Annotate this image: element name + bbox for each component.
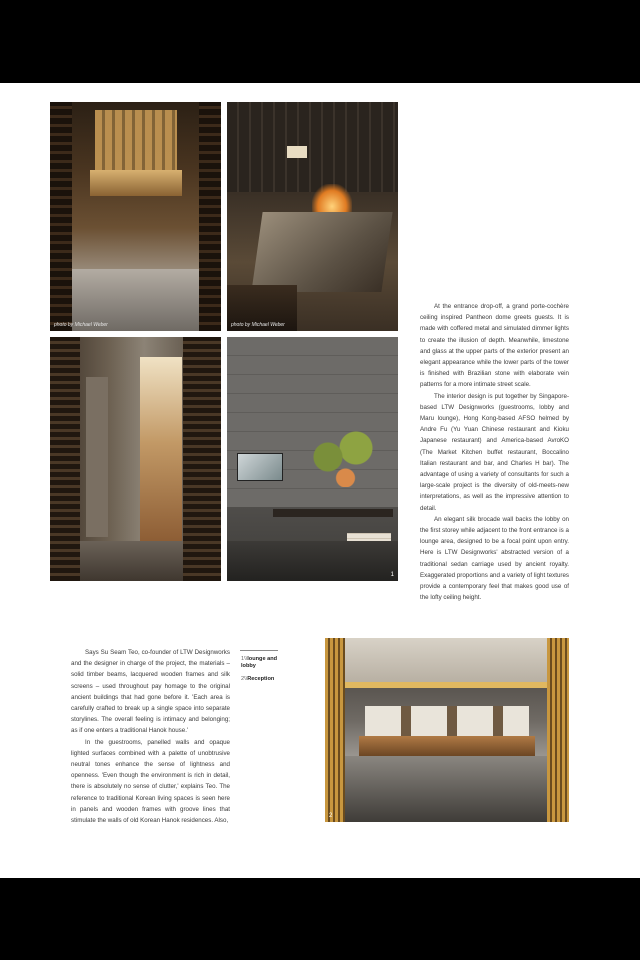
photo-number: 2	[329, 813, 333, 819]
marble-floor	[325, 756, 569, 822]
art-panel	[140, 357, 182, 547]
lobby-photo	[50, 102, 221, 331]
paragraph: At the entrance drop-off, a grand porte-cochère ceiling inspired Pantheon dome greets guests. It is made with coffered metal and simulated dimmer lights to create the illusion of depth. Meanwhile, limestone and glass at the upper parts of the exterior present an elegant appearance while the lower parts of the tower is finished with Brazilian stone with elaborate vein patterns for a more intimate street scale.	[420, 303, 569, 389]
paragraph: An elegant silk brocade wall backs the lobby on the first storey while adjacent to the front entrance is a lounge area, designed to be a focal point upon entry. Here is LTW Designworks' abstracted version of a traditional sedan carriage used by ancient royalty. Exaggerated proportions and a variety of light textures provide a contemporary feel that makes good use of the lofty ceiling height.	[420, 515, 569, 602]
gold-column-right	[547, 638, 569, 822]
paragraph: The interior design is put together by Singapore-based LTW Designworks (guestrooms, lobby and Maru lounge), Hong Kong-based AFSO helmed by Andre Fu (Yu Yuan Chinese restaurant and Kioku Japanese restaurant) and America-based AvroKO (The Market Kitchen buffet restaurant, Boccalino Italian restaurant and bar, and Charles H bar). The advantage of using a variety of consultants for such a large-scale project is the diversity of old-meets-new interpretations, as well as the impressive attention to detail.	[420, 392, 569, 512]
wood-screen-left	[50, 337, 80, 581]
article-column-right	[420, 301, 569, 603]
console-table	[273, 509, 393, 517]
wall-screen	[237, 453, 283, 481]
ceiling-detail	[95, 110, 177, 170]
corridor-photo	[50, 337, 221, 581]
paragraph: In the guestrooms, panelled walls and opaque lighted surfaces combined with a palette of unobtrusive neutral tones enhance the sense of lightness and openness. 'Even though the environment is rich in detail, there is absolutely no sense of clutter,' explains Teo. The reference to traditional Korean living spaces is seen here in panels and wooden frames with groove lines that stimulate the walls of old Korean Hanok residences. Also,	[71, 738, 230, 825]
article-column-lower	[71, 647, 230, 826]
wall-panels	[365, 706, 529, 736]
lounge-photo	[227, 102, 398, 331]
floor	[227, 541, 398, 581]
photo-number: 1	[390, 572, 394, 578]
fire-table	[251, 212, 392, 292]
wood-screen-left	[50, 102, 72, 331]
pendant-fixture	[90, 170, 182, 196]
paragraph: Says Su Seam Teo, co-founder of LTW Designworks and the designer in charge of the project, the materials – solid timber beams, lacquered wooden frames and silk screens – used throughout pay homage to the original ancient buildings that had gone before it. 'Each area is carefully crafted to break up a single space into separate storylines. The overall feeling is intimacy and belonging; as if one enters a traditional Hanok house.'	[71, 649, 230, 735]
fire-pit	[312, 184, 352, 212]
light-band	[325, 682, 569, 688]
ceiling	[325, 638, 569, 682]
wood-screen-right	[183, 337, 221, 581]
wood-screen-right	[199, 102, 221, 331]
tall-door	[86, 377, 108, 537]
photo-credit: photo by Michael Weber	[54, 322, 108, 328]
flower-arrangement	[307, 427, 377, 487]
reception-desk	[359, 736, 535, 756]
lamp-shade	[287, 146, 307, 158]
caption-1: 1\\lounge and lobby	[241, 656, 278, 669]
caption-divider	[240, 650, 278, 651]
gold-column-left	[325, 638, 345, 822]
reception-photo	[325, 638, 569, 822]
stone-wall	[227, 102, 398, 192]
magazine-page	[0, 83, 640, 878]
caption-2: 2\\Reception	[241, 676, 275, 682]
console-photo	[227, 337, 398, 581]
photo-credit: photo by Michael Weber	[231, 322, 285, 328]
